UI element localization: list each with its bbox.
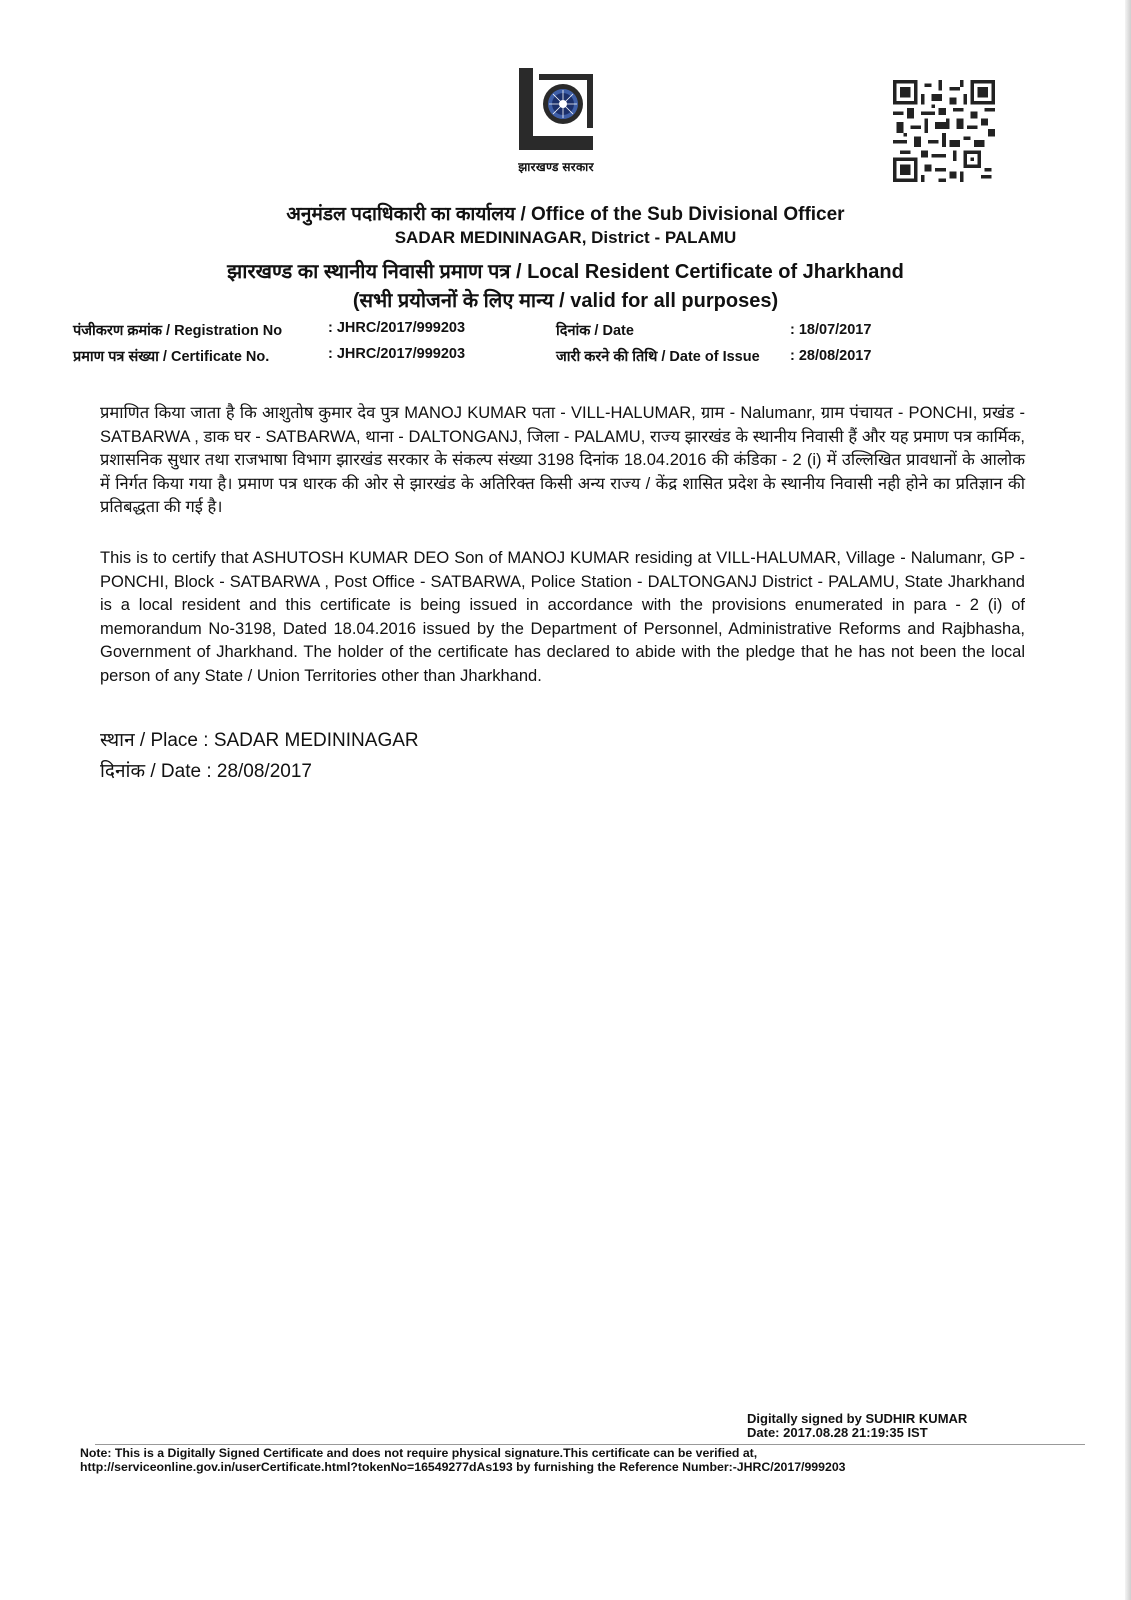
qr-code <box>893 80 995 182</box>
office-location: SADAR MEDININAGAR, District - PALAMU <box>394 228 737 247</box>
emblem-caption: झारखण्ड सरकार <box>518 160 594 174</box>
jharkhand-emblem <box>486 66 626 175</box>
certificate-text-hindi: प्रमाणित किया जाता है कि आशुतोष कुमार देव पुत्र MANOJ KUMAR पता - VILL-HALUMAR, ग्राम - Nalumanr, ग्राम पंचायत - PONCHI, प्रखंड - SATBARWA , डाक घर - SATBARWA, थाना - DALTONGANJ, जिला - PALAMU, राज्य झारखंड के स्थानीय निवासी हैं और यह प्रमाण पत्र कार्मिक, प्रशासनिक सुधार तथा राजभाषा विभाग झारखंड सरकार के संकल्प संख्या 3198 दिनांक 18.04.2016 की कंडिका - 2 (i) में उल्लिखित प्रावधानों के आलोक में निर्गत किया गया है। प्रमाण पत्र धारक की ओर से झारखंड के अतिरिक्त किसी अन्य राज्य / केंद्र शासित प्रदेश के स्थानीय निवासी नही होने का प्रतिज्ञान की प्रतिबद्धता की गई है। <box>100 404 1025 516</box>
signature-date: Date: 2017.08.28 21:19:35 IST <box>747 1425 928 1440</box>
verification-note <box>80 1446 846 1474</box>
date-line: दिनांक / Date : 28/08/2017 <box>100 761 312 782</box>
place-line: स्थान / Place : SADAR MEDININAGAR <box>100 730 419 751</box>
date-value: : 18/07/2017 <box>790 322 872 338</box>
footer-divider <box>95 1444 1085 1445</box>
issue-date-value: : 28/08/2017 <box>790 348 872 364</box>
issue-date-label: जारी करने की तिथि / Date of Issue <box>556 349 760 365</box>
registration-value: : JHRC/2017/999203 <box>328 320 466 336</box>
certificate-number-value: : JHRC/2017/999203 <box>328 346 466 362</box>
validity-note: (सभी प्रयोजनों के लिए मान्य / valid for all purposes) <box>352 290 779 312</box>
date-label: दिनांक / Date <box>556 323 634 339</box>
certificate-text-english: This is to certify that ASHUTOSH KUMAR DEO Son of MANOJ KUMAR residing at VILL-HALUMAR, Village - Nalumanr, GP - PONCHI, Block - SATBARWA , Post Office - SATBARWA, Police Station - DALTONGANJ District - PALAMU, State Jharkhand is a local resident and this certificate is being issued in accordance with the provisions enumerated in para - 2 (i) of memorandum No-3198, Dated 18.04.2016 issued by the Department of Personnel, Administrative Reforms and Rajbhasha, Government of Jharkhand. The holder of the certificate has declared to abide with the pledge that he has not been the local person of any State / Union Territories other than Jharkhand. <box>100 549 1025 685</box>
note-line-2: http://serviceonline.gov.in/userCertificate.html?tokenNo=16549277dAs193 by furnishing the Reference Number:-JHRC/2017/999203 <box>80 1460 846 1474</box>
digital-signature <box>747 1412 967 1440</box>
note-line-1: Note: This is a Digitally Signed Certificate and does not require physical signature.This certificate can be verified at, <box>80 1446 758 1460</box>
office-heading: अनुमंडल पदाधिकारी का कार्यालय / Office of the Sub Divisional Officer <box>286 204 845 225</box>
qr-code-icon <box>893 80 995 182</box>
registration-label: पंजीकरण क्रमांक / Registration No <box>73 323 283 339</box>
certificate-title: झारखण्ड का स्थानीय निवासी प्रमाण पत्र / Local Resident Certificate of Jharkhand <box>227 261 904 283</box>
signature-signer: Digitally signed by SUDHIR KUMAR <box>747 1411 968 1426</box>
emblem-icon <box>513 66 599 156</box>
certificate-number-label: प्रमाण पत्र संख्या / Certificate No. <box>73 349 270 365</box>
